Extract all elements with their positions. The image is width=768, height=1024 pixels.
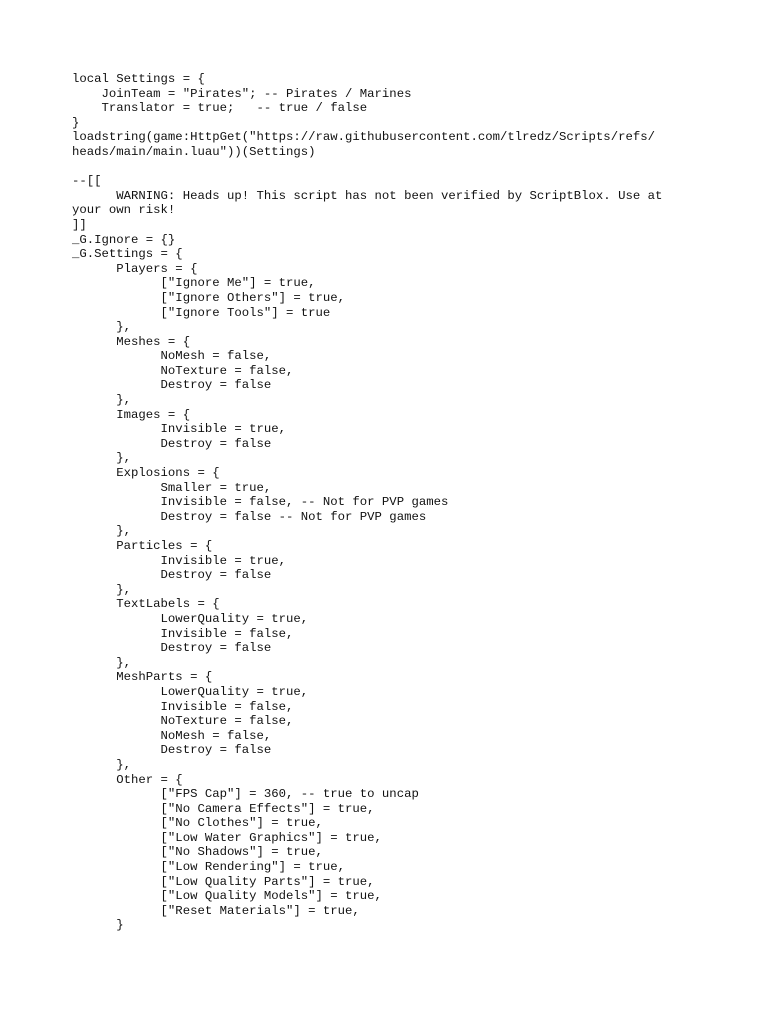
code-line: _G.Settings = {: [72, 247, 183, 262]
code-line: ]]: [72, 217, 87, 232]
code-line: Invisible = false,: [72, 626, 294, 641]
code-line: },: [72, 451, 132, 466]
code-line: ["Low Quality Models"] = true,: [72, 889, 382, 904]
code-line: [72, 160, 692, 175]
code-line: ["Low Rendering"] = true,: [72, 860, 346, 875]
code-line: Other = {: [72, 772, 183, 787]
code-line: heads/main/main.luau"))(Settings): [72, 144, 316, 159]
code-block: [72, 72, 692, 933]
code-line: WARNING: Heads up! This script has not been verified by ScriptBlox. Use at: [72, 188, 663, 203]
code-line: local Settings = {: [72, 72, 205, 86]
code-line: Destroy = false: [72, 743, 272, 758]
code-line: Meshes = {: [72, 334, 191, 349]
code-line: ["Ignore Me"] = true,: [72, 276, 316, 291]
code-line: ["Ignore Others"] = true,: [72, 290, 346, 305]
code-line: Particles = {: [72, 539, 213, 553]
code-line: --[[: [72, 174, 102, 189]
code-line: ["Low Quality Parts"] = true,: [72, 874, 375, 889]
code-line: Players = {: [72, 261, 198, 276]
code-line: Images = {: [72, 407, 191, 422]
code-line: ["No Camera Effects"] = true,: [72, 801, 375, 816]
code-line: Invisible = true,: [72, 422, 287, 437]
code-line: Explosions = {: [72, 466, 220, 481]
code-line: ["Ignore Tools"] = true: [72, 305, 331, 320]
code-line: }: [72, 115, 80, 130]
code-line: Invisible = false, -- Not for PVP games: [72, 495, 449, 510]
code-line: ["Reset Materials"] = true,: [72, 903, 360, 918]
document-page: [72, 72, 692, 933]
code-line: _G.Ignore = {}: [72, 232, 176, 247]
code-line: },: [72, 524, 132, 539]
code-line: ["FPS Cap"] = 360, -- true to uncap: [72, 787, 419, 802]
code-line: Translator = true; -- true / false: [72, 101, 368, 116]
code-line: ["No Shadows"] = true,: [72, 845, 323, 860]
code-line: LowerQuality = true,: [72, 611, 309, 626]
code-line: NoMesh = false,: [72, 349, 272, 364]
code-line: Invisible = false,: [72, 699, 294, 714]
code-line: Destroy = false: [72, 378, 272, 393]
code-line: NoTexture = false,: [72, 363, 294, 378]
code-line: Destroy = false: [72, 436, 272, 451]
code-line: Destroy = false: [72, 568, 272, 583]
code-line: }: [72, 918, 124, 933]
code-line: NoTexture = false,: [72, 714, 294, 729]
code-line: JoinTeam = "Pirates"; -- Pirates / Marines: [72, 86, 412, 101]
code-line: },: [72, 655, 132, 670]
code-line: ["Low Water Graphics"] = true,: [72, 830, 382, 845]
code-line: your own risk!: [72, 203, 176, 218]
code-line: },: [72, 393, 132, 408]
code-line: NoMesh = false,: [72, 728, 272, 743]
code-line: },: [72, 582, 132, 597]
code-line: },: [72, 757, 132, 772]
code-line: Invisible = true,: [72, 553, 287, 568]
code-line: TextLabels = {: [72, 597, 220, 612]
code-line: MeshParts = {: [72, 670, 213, 685]
code-line: Destroy = false -- Not for PVP games: [72, 509, 427, 524]
code-line: },: [72, 320, 132, 335]
code-line: loadstring(game:HttpGet("https://raw.githubusercontent.com/tlredz/Scripts/refs/: [72, 130, 655, 145]
code-line: Smaller = true,: [72, 480, 272, 495]
code-line: LowerQuality = true,: [72, 684, 309, 699]
code-line: Destroy = false: [72, 641, 272, 656]
code-line: ["No Clothes"] = true,: [72, 816, 323, 831]
